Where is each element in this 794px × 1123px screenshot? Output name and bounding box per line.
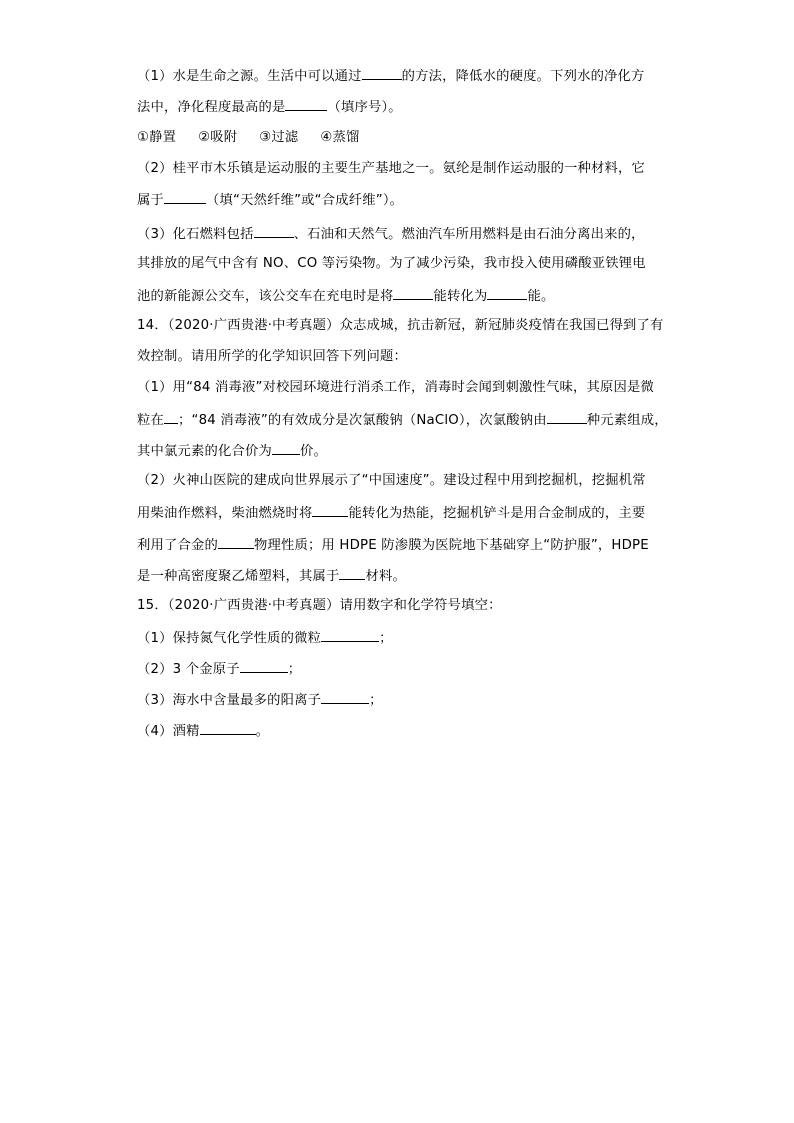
q14-part1-line3 <box>137 441 667 461</box>
q15-part1 <box>137 628 667 648</box>
option-1: ①静置 <box>137 130 177 145</box>
text: （3）化石燃料包括 <box>137 227 254 242</box>
answer-blank <box>321 628 379 642</box>
q13-part2-line1 <box>137 160 667 178</box>
answer-blank <box>339 566 365 580</box>
q14-part2-line3 <box>137 535 667 555</box>
question-14-text: 14．（2020·广西贵港·中考真题）众志成城，抗击新冠，新冠肺炎疫情在我国已得到了有 <box>137 318 664 333</box>
q14-heading-line2 <box>137 348 667 366</box>
q14-part2-line1 <box>137 472 667 490</box>
text: 。 <box>255 724 270 739</box>
text: （1）用“84 消毒液”对校园环境进行消杀工作，消毒时会闻到刺激性气味，其原因是微 <box>137 380 654 395</box>
answer-blank <box>547 410 587 424</box>
answer-blank <box>164 190 206 204</box>
answer-blank <box>312 503 348 517</box>
q15-part4 <box>137 721 667 741</box>
q13-part3-line2 <box>137 255 667 273</box>
text: 能转化为热能，挖掘机铲斗是用合金制成的，主要 <box>348 506 646 521</box>
text: （2）3 个金原子 <box>137 662 240 677</box>
q13-part1-line2 <box>137 97 667 117</box>
q14-part2-line4 <box>137 566 667 586</box>
text: 效控制。请用所学的化学知识回答下列问题： <box>137 349 407 364</box>
text: （2）桂平市木乐镇是运动服的主要生产基地之一。氨纶是制作运动服的一种材料，它 <box>137 161 646 176</box>
q15-heading <box>137 597 667 615</box>
text: ；“84 消毒液”的有效成分是次氯酸钠（NaClO），次氯酸钠由 <box>178 413 547 428</box>
answer-blank <box>164 410 178 424</box>
q13-part3-line1 <box>137 224 667 244</box>
q14-part2-line2 <box>137 503 667 523</box>
text: 属于 <box>137 193 164 208</box>
text: （填序号）。 <box>327 100 402 115</box>
question-15-text: 15．（2020·广西贵港·中考真题）请用数字和化学符号填空： <box>137 598 502 613</box>
text: （2）火神山医院的建成向世界展示了“中国速度”。建设过程中用到挖掘机，挖掘机常 <box>137 473 646 488</box>
text: ； <box>287 662 302 677</box>
answer-blank <box>362 66 402 80</box>
text: （1）水是生命之源。生活中可以通过 <box>137 69 362 84</box>
answer-blank <box>272 441 300 455</box>
q14-part1-line1 <box>137 379 667 397</box>
text: 价。 <box>299 444 327 459</box>
answer-blank <box>393 286 433 300</box>
answer-blank <box>487 286 527 300</box>
text: 用柴油作燃料，柴油燃烧时将 <box>137 506 313 521</box>
text: 粒在 <box>137 413 164 428</box>
text: （4）酒精 <box>137 724 200 739</box>
options-line <box>137 129 667 147</box>
text: 的方法，降低水的硬度。下列水的净化方 <box>401 69 645 84</box>
answer-blank <box>254 224 294 238</box>
text: 物理性质；用 HDPE 防渗膜为医院地下基础穿上“防护服”，HDPE <box>253 538 649 553</box>
text: 是一种高密度聚乙烯塑料，其属于 <box>137 569 340 584</box>
text: （3）海水中含量最多的阳离子 <box>137 693 322 708</box>
text: 利用了合金的 <box>137 538 218 553</box>
q15-part2 <box>137 659 667 679</box>
q13-part3-line3 <box>137 286 667 306</box>
text: 材料。 <box>365 569 406 584</box>
answer-blank <box>321 690 369 704</box>
q15-part3 <box>137 690 667 710</box>
text: ； <box>369 693 383 708</box>
option-3: ③过滤 <box>259 130 299 145</box>
text: 能。 <box>527 289 555 304</box>
q13-part2-line2 <box>137 190 667 210</box>
text: 其排放的尾气中含有 NO、CO 等污染物。为了减少污染，我市投入使用磷酸亚铁锂电 <box>137 256 646 271</box>
text: 种元素组成， <box>586 413 668 428</box>
text: 法中，净化程度最高的是 <box>137 100 286 115</box>
text: ； <box>379 631 393 646</box>
answer-blank <box>200 721 256 735</box>
text: 、石油和天然气。燃油汽车所用燃料是由石油分离出来的， <box>293 227 645 242</box>
option-2: ②吸附 <box>198 130 238 145</box>
answer-blank <box>218 535 254 549</box>
option-4: ④蒸馏 <box>320 130 360 145</box>
answer-blank <box>285 97 327 111</box>
text: 能转化为 <box>433 289 488 304</box>
q14-heading-line1 <box>137 317 667 335</box>
answer-blank <box>240 659 288 673</box>
text: 其中氯元素的化合价为 <box>137 444 272 459</box>
q13-part1-line1 <box>137 66 667 86</box>
text: （1）保持氮气化学性质的微粒 <box>137 631 322 646</box>
q14-part1-line2 <box>137 410 667 430</box>
text: 池的新能源公交车，该公交车在充电时是将 <box>137 289 394 304</box>
text: （填“天然纤维”或“合成纤维”）。 <box>206 193 404 208</box>
